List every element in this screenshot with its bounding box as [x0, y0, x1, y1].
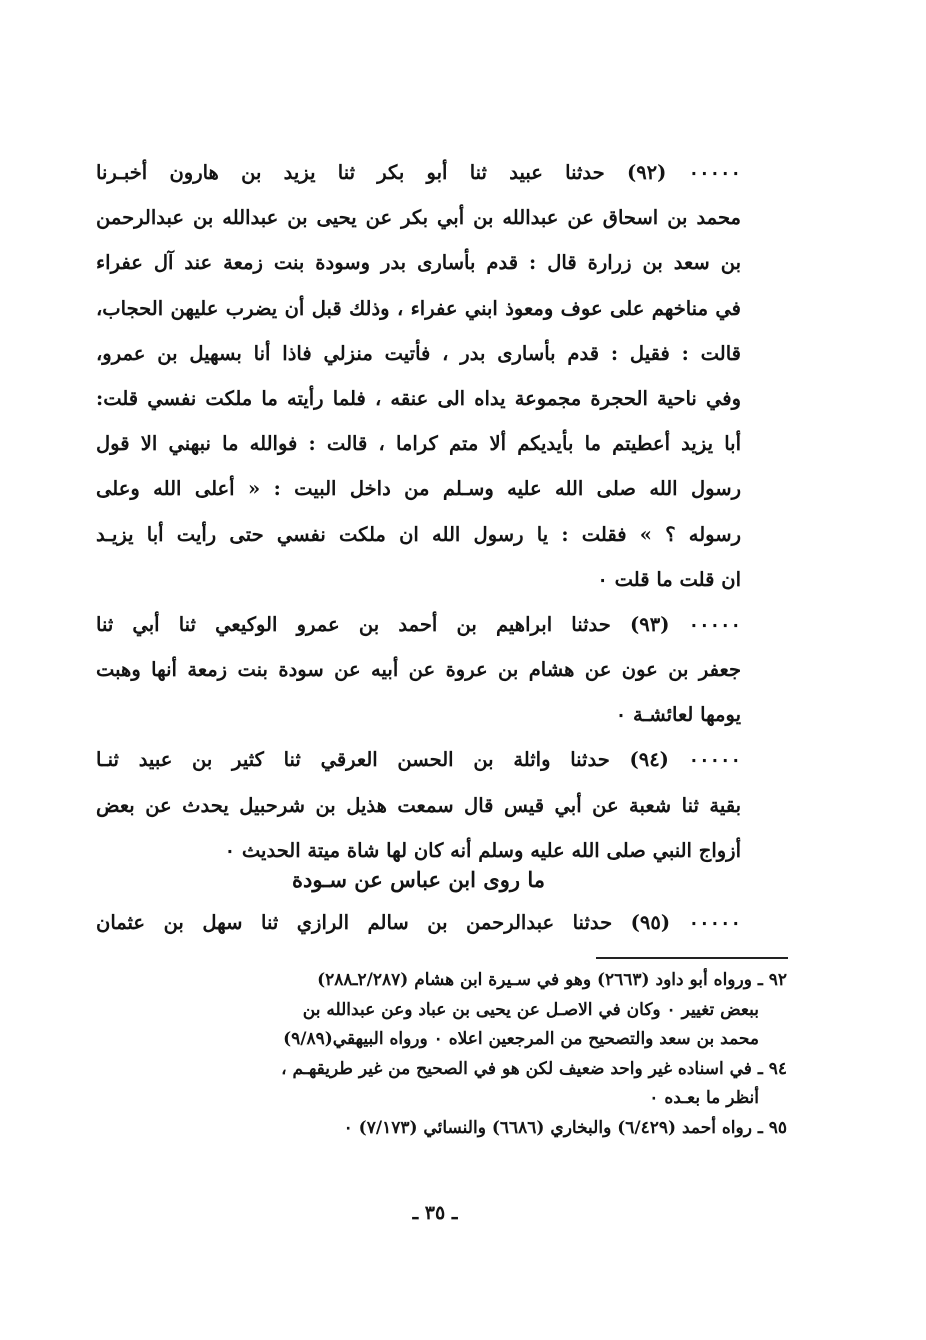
text-line: جعفر بن عون عن هشام بن عروة عن أبيه عن سودة بنت زمعة أنها وهبت: [96, 658, 741, 682]
footnote-line: ٩٢ ـ ورواه أبو داود (٢٦٦٣) وهو في سـيرة ابن هشام (٢/٢٨٧ـ٢٨٨): [317, 970, 787, 990]
footnotes: [75, 966, 787, 1143]
main-text-continued: [96, 900, 741, 945]
text-line: أزواج النبي صلى الله عليه وسلم أنه كان لها شاة ميتة الحديث ٠: [224, 838, 741, 862]
text-line: ٠٠٠٠٠ (٩٢) حدثنا عبيد ثنا أبو بكر ثنا يزيد بن هارون أخبـرنا: [96, 161, 742, 184]
text-line: في مناخهم على عوف ومعوذ ابني عفراء ، وذلك قبل أن يضرب عليهن الحجاب،: [96, 296, 741, 320]
text-line: أبا يزيد أعطيتم ما بأيديكم ألا متم كراما ، قالت : فوالله ما نبهني الا قول: [96, 432, 741, 456]
text-line: ٠٠٠٠٠ (٩٥) حدثنا عبدالرحمن بن سالم الرازي ثنا سهل بن عثمان: [96, 911, 742, 934]
text-line: بن سعد بن زرارة قال : قدم بأسارى بدر وسودة بنت زمعة عند آل عفراء: [96, 251, 742, 275]
text-line: وفي ناحية الحجرة مجموعة يداه الى عنقه ، فلما رأيته ما ملكت نفسي قلت:: [96, 386, 741, 410]
footnote-line: ٩٤ ـ في اسناده غير واحد ضعيف لكن هو في الصحيح من غير طريقهـم ،: [281, 1058, 787, 1079]
text-line: محمد بن اسحاق عن عبدالله بن أبي بكر عن يحيى بن عبدالله بن عبدالرحمن: [96, 206, 741, 230]
footnote-line: أنظر ما بعـده ٠: [649, 1088, 759, 1108]
text-line: قالت : فقيل : قدم بأسارى بدر ، فأتيت منزلي فاذا أنا بسهيل بن عمرو،: [96, 341, 741, 365]
text-line: رسوله ؟ » فقلت : يا رسول الله ان ملكت نفسي حتى رأيت أبا يزيـد: [96, 522, 741, 546]
main-text: [96, 150, 741, 873]
text-line: رسول الله صلى الله عليه وسـلم من داخل البيت : « أعلى الله وعلى: [96, 477, 741, 501]
text-line: ان قلت ما قلت ٠: [597, 567, 741, 591]
text-line: ٠٠٠٠٠ (٩٤) حدثنا واثلة بن الحسن العرقي ثنا كثير بن عبيد ثنـا: [96, 748, 742, 772]
footnote-line: ببعض تغيير ٠ وكان في الاصـل عن يحيى بن عباد وعن عبدالله بن: [302, 999, 759, 1020]
text-line: ٠٠٠٠٠ (٩٣) حدثنا ابراهيم بن أحمد بن عمرو الوكيعي ثنا أبي ثنا: [96, 612, 741, 636]
page-number: ـ ٣٥ ـ: [412, 1202, 458, 1224]
text-line: بقية ثنا شعبة عن أبي قيس قال سمعت هذيل بن شرحبيل يحدث عن بعض: [96, 793, 741, 817]
footnote-separator: [596, 957, 788, 959]
section-heading: ما روى ابن عباس عن سـودة: [292, 867, 545, 892]
footnote-line: ٩٥ ـ رواه أحمد (٦/٤٢٩) والبخاري (٦٦٨٦) والنسائي (٧/١٧٣) ٠: [343, 1117, 787, 1138]
text-line: يومها لعائشـة ٠: [615, 703, 741, 727]
footnote-line: محمد بن سعد والتصحيح من المرجعين اعلاه ٠ ورواه البيهقي(٩/٨٩): [283, 1029, 759, 1049]
